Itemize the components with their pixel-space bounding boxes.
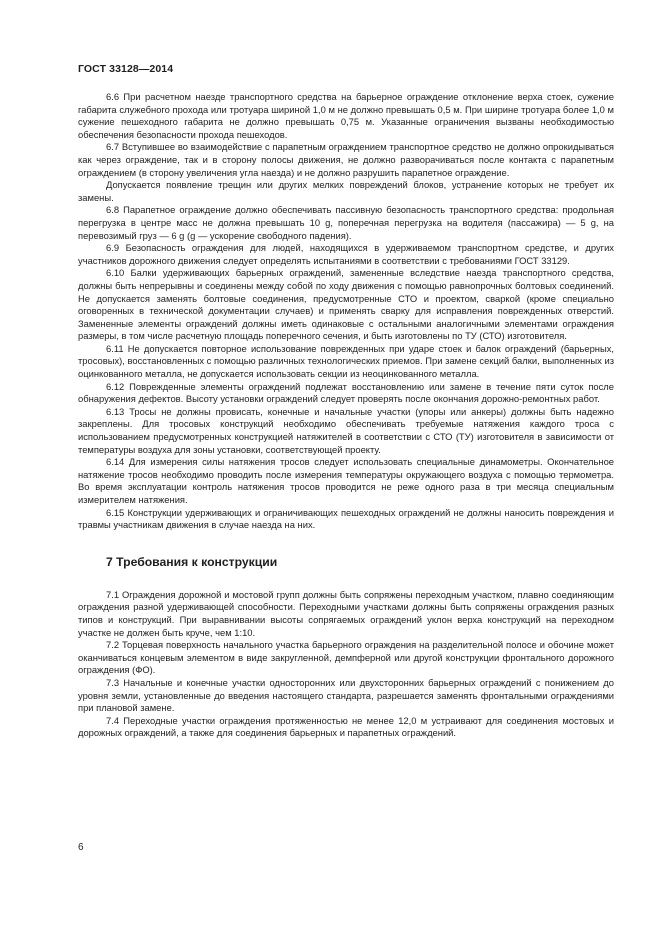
paragraph-6-15: 6.15 Конструкции удерживающих и ограничивающих пешеходных ограждений не должны наносить повреждения и травмы участникам движения в случае наезда на них. [78, 506, 614, 531]
paragraph-6-14: 6.14 Для измерения силы натяжения тросов следует использовать специальные динамометры. Окончательное натяжение тросов необходимо проводить после измерения температуры окружающего воздуха с помощью термометра. Во время эксплуатации контроль натяжения тросов проводится не реже одного раза в три месяца специальным измерителем натяжения. [78, 456, 614, 505]
paragraph-7-1: 7.1 Ограждения дорожной и мостовой групп должны быть сопряжены переходным участком, плавно соединяющим ограждения разной удерживающей способности. Переходными участками должны быть сопряжены ограждения разных типов и конструкций. При выравнивании высоты сопрягаемых ограждений уклон верха конструкций на переходном участке не должен быть круче, чем 1:10. [78, 588, 614, 638]
paragraph-6-6: 6.6 При расчетном наезде транспортного средства на барьерное ограждение отклонение верха стоек, сужение габарита служебного прохода или тротуара шириной 1,0 м не должно превышать 0,5 м. При ширине тротуара более 1,0 м сужение пешеходного габарита не должно превышать 0,75 м. Указанные ограничения вызваны необходимостью обеспечения безопасности прохода пешеходов. [78, 91, 614, 140]
paragraph-7-3: 7.3 Начальные и конечные участки односторонних или двухсторонних барьерных ограждений с понижением до уровня земли, установленные до введения настоящего стандарта, разрешается заменять фронтальными ограждениями при плановой замене. [78, 676, 614, 714]
paragraph-6-12: 6.12 Поврежденные элементы ограждений подлежат восстановлению или замене в течение пяти суток после обнаружения дефектов. Высоту установки ограждений следует проверять после окончания дорожно-ремонтных работ. [78, 380, 614, 405]
paragraph-6-13: 6.13 Тросы не должны провисать, конечные и начальные участки (упоры или анкеры) должны быть надежно закреплены. Для тросовых конструкций необходимо обеспечивать требуемые натяжения каждого троса с использованием предусмотренных конструкцией натяжителей в соответствии с СТО (ТУ) изготовителя в зависимости от температуры воздуха для зоны установки, соответствующей проекту. [78, 405, 614, 455]
page-number: 6 [78, 842, 84, 853]
document-header-title: ГОСТ 33128—2014 [78, 63, 174, 75]
paragraph-6-7-note: Допускается появление трещин или других мелких повреждений блоков, устранение которых не требует их замены. [78, 179, 614, 203]
paragraph-6-11: 6.11 Не допускается повторное использование поврежденных при ударе стоек и балок ограждений (барьерных, тросовых), восстановленных с помощью различных технологических приемов. При замене секций балки, выполненных из оцинкованного металла, не допускается использовать секции из неоцинкованного металла. [78, 342, 614, 380]
paragraph-6-8: 6.8 Парапетное ограждение должно обеспечивать пассивную безопасность транспортного средства: продольная перегрузка в центре масс не должна превышать 10 g, поперечная перегрузка на водителя (пассажира) — 5 g, на перевозимый груз — 6 g (g — ускорение свободного падения). [78, 204, 614, 241]
paragraph-7-2: 7.2 Торцевая поверхность начального участка барьерного ограждения на разделительной полосе и обочине может оканчиваться концевым элементом в виде закругленной, демпферной или другой конструкции фронтального дорожного ограждения (ФО). [78, 639, 614, 676]
paragraph-6-7: 6.7 Вступившее во взаимодействие с парапетным ограждением транспортное средство не должно опрокидываться как через ограждение, так и в сторону полосы движения, не должно разворачиваться после контакта с парапетным ограждением (в сторону увеличения угла наезда) и не должно разрушить парапетное ограждение. [78, 141, 614, 178]
paragraph-6-10: 6.10 Балки удерживающих барьерных ограждений, замененные вследствие наезда транспортного средства, должны быть непрерывны и соединены между собой по ходу движения с помощью равнопрочных болтовых соединений. Не допускается заменять болтовые соединения, предусмотренные СТО и проектом, сваркой (кроме специально оговоренных в технической документации случаев) и применять сварку для исправления поврежденных отверстий. Замененные элементы ограждений должны иметь одинаковые с остальными аналогичными элементами ограждения размеры, в том числе расчетную площадь поперечного сечения, и быть изготовлены по ТУ (СТО) изготовителя. [78, 267, 614, 342]
section-heading: 7 Требования к конструкции [106, 554, 278, 569]
document-body [78, 91, 614, 740]
paragraph-6-9: 6.9 Безопасность ограждения для людей, находящихся в удерживаемом транспортном средстве, и других участников дорожного движения следует определять испытаниями в соответствии с требованиями ГОСТ 33129. [78, 242, 614, 266]
paragraph-7-4: 7.4 Переходные участки ограждения протяженностью не менее 12,0 м устраивают для соединения мостовых и дорожных ограждений, а также для соединения барьерных и парапетных ограждений. [78, 714, 614, 739]
